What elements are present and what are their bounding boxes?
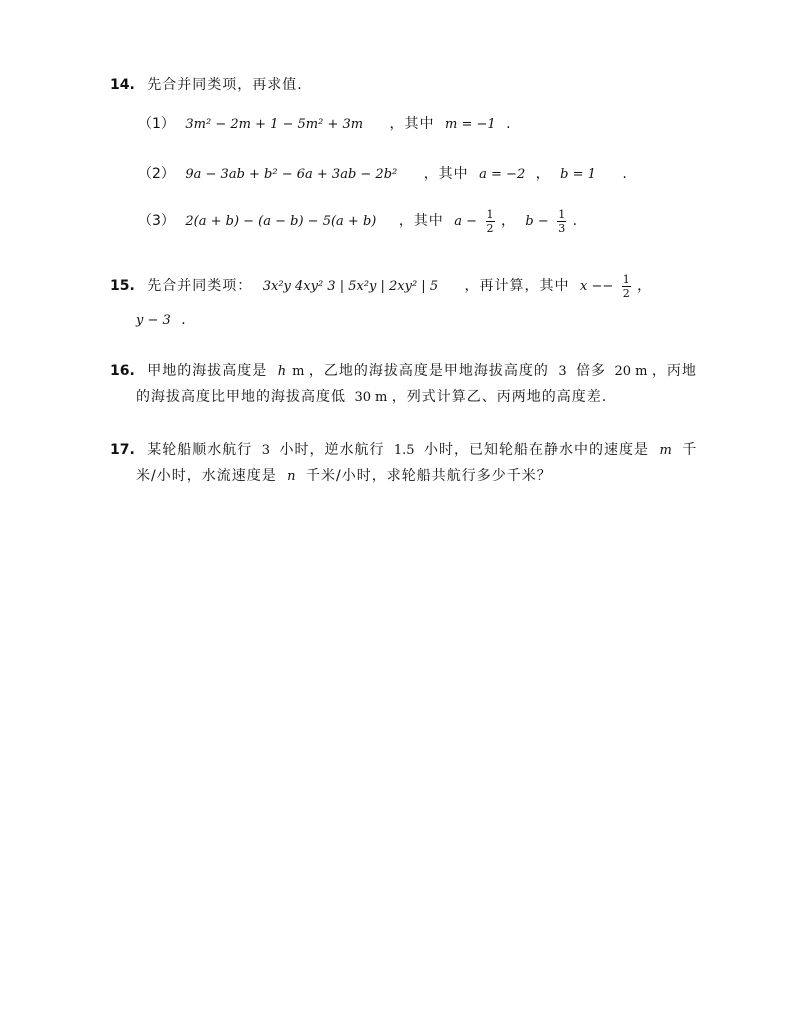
part-3-separator: ， [500,213,515,229]
part-3-end: . [572,213,578,229]
part-3-label: （3） [138,213,175,229]
question-14-part-3 [138,207,577,236]
question-17-m: m [659,443,672,458]
question-17-line-2 [136,466,552,487]
question-15-x-condition: x −− [580,279,614,294]
part-1-where: ，其中 [389,116,435,132]
question-17-n: n [287,469,296,484]
fraction-denominator: 2 [622,286,630,300]
question-17-three: 3 [261,443,270,458]
question-16-line-1 [110,361,697,382]
fraction-numerator: 1 [486,207,494,221]
question-16-text-d: ，丙地 [651,363,697,379]
part-2-end: . [622,166,627,182]
question-15-prompt: 先合并同类项： [147,278,253,294]
question-16-times: 3 [558,364,567,379]
question-15-then: ，再计算，其中 [464,278,570,294]
fraction-denominator: 3 [558,221,566,235]
question-17-text-a: 某轮船顺水航行 [147,442,253,458]
question-15-number: 15. [110,278,135,294]
question-15-comma: ， [637,278,652,294]
question-17-text-e: 米/小时，水流速度是 [136,468,277,484]
question-16-unit-m: m [375,390,388,405]
question-17-text-f: 千米/小时，求轮船共航行多少千米？ [306,468,552,484]
question-15-line-2 [136,310,186,331]
question-16-twenty: 20 [614,364,632,379]
question-17-text-b: 小时，逆水航行 [279,442,385,458]
part-1-expression: 3m² − 2m + 1 − 5m² + 3m [185,117,364,132]
question-15-y-condition: y − 3 [136,313,171,328]
part-2-separator: ， [535,166,550,182]
part-1-end: . [506,116,511,132]
part-2-where: ，其中 [423,166,469,182]
part-3-b-condition: b − [525,214,549,229]
question-16-text-a: 甲地的海拔高度是 [147,363,268,379]
part-2-label: （2） [138,166,175,182]
question-16-line-2 [136,387,607,408]
question-14-number: 14. [110,77,135,93]
part-2-condition-b: b = 1 [560,167,596,182]
part-2-expression: 9a − 3ab + b² − 6a + 3ab − 2b² [185,167,398,182]
part-2-condition-a: a = −2 [479,167,526,182]
question-16-h: h [277,364,287,379]
question-16-text-e: 的海拔高度比甲地的海拔高度低 [136,389,346,405]
question-15-line-1 [110,272,651,301]
part-1-condition: m = −1 [445,117,496,132]
fraction-numerator: 1 [558,207,566,221]
part-3-b-fraction [557,208,566,235]
question-16-number: 16. [110,363,135,379]
question-17-text-d: 千 [682,442,698,458]
question-14-part-1 [138,114,511,135]
question-17-text-c: 小时，已知轮船在静水中的速度是 [424,442,650,458]
question-17-line-1 [110,440,697,461]
question-17-one-five: 1.5 [393,443,415,458]
question-16-unit-m: m [635,364,648,379]
question-14-part-2 [138,164,627,185]
fraction-numerator: 1 [622,272,630,286]
question-15-end: . [181,312,186,328]
question-16-thirty: 30 [354,390,371,405]
question-14-header [110,75,303,95]
question-16-text-f: ，列式计算乙、丙两地的高度差. [391,389,608,405]
part-1-label: （1） [138,116,175,132]
question-15-expression: 3x²y 4xy² 3 | 5x²y | 2xy² | 5 [262,279,439,294]
question-14-prompt: 先合并同类项，再求值. [147,77,303,93]
part-3-where: ，其中 [398,213,444,229]
question-16-text-c: 倍多 [576,363,607,379]
part-3-a-fraction [486,208,495,235]
part-3-a-condition: a − [454,214,478,229]
fraction-denominator: 2 [486,221,494,235]
part-3-expression: 2(a + b) − (a − b) − 5(a + b) [185,214,377,229]
question-17-number: 17. [110,442,135,458]
question-16-text-b: ，乙地的海拔高度是甲地海拔高度的 [308,363,549,379]
question-16-unit-m: m [292,364,305,379]
question-15-x-fraction [622,273,631,300]
